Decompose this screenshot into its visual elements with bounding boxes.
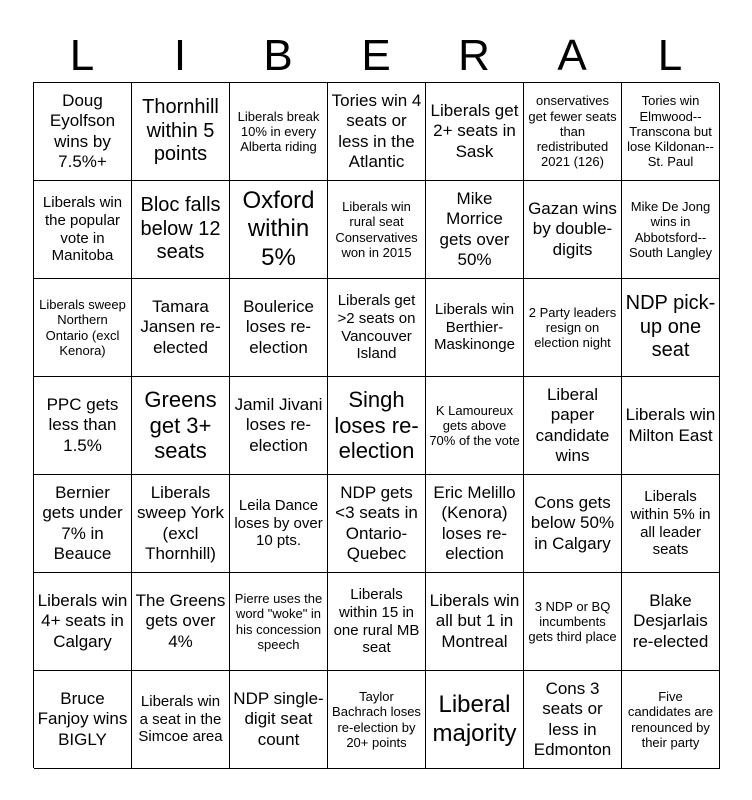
bingo-cell[interactable]: Boulerice loses re-election	[230, 279, 328, 377]
bingo-cell[interactable]: Eric Melillo (Kenora) loses re-election	[426, 475, 524, 573]
bingo-cell[interactable]: NDP pick-up one seat	[622, 279, 720, 377]
bingo-cell[interactable]: Cons 3 seats or less in Edmonton	[524, 671, 622, 769]
bingo-cell[interactable]: Mike De Jong wins in Abbotsford--South Langley	[622, 181, 720, 279]
title-letter-3: B	[263, 31, 293, 80]
bingo-cell[interactable]: Liberals win a seat in the Simcoe area	[132, 671, 230, 769]
bingo-cell[interactable]: Blake Desjarlais re-elected	[622, 573, 720, 671]
bingo-cell[interactable]: Taylor Bachrach loses re-election by 20+ points	[328, 671, 426, 769]
title-letter-4: E	[361, 31, 391, 80]
bingo-cell[interactable]: Liberals win Berthier-Maskinonge	[426, 279, 524, 377]
bingo-cell[interactable]: Singh loses re-election	[328, 377, 426, 475]
bingo-board	[33, 82, 719, 768]
bingo-cell[interactable]: Gazan wins by double-digits	[524, 181, 622, 279]
bingo-cell[interactable]: NDP gets <3 seats in Ontario-Quebec	[328, 475, 426, 573]
bingo-cell[interactable]: Liberals within 15 in one rural MB seat	[328, 573, 426, 671]
bingo-cell[interactable]: Liberals within 5% in all leader seats	[622, 475, 720, 573]
bingo-cell[interactable]: Tamara Jansen re-elected	[132, 279, 230, 377]
bingo-cell[interactable]: Thornhill within 5 points	[132, 83, 230, 181]
bingo-cell[interactable]: Liberals sweep Northern Ontario (excl Kenora)	[34, 279, 132, 377]
bingo-cell[interactable]: Pierre uses the word "woke" in his concession speech	[230, 573, 328, 671]
bingo-cell[interactable]: Liberals get >2 seats on Vancouver Island	[328, 279, 426, 377]
title-letter-7: L	[657, 31, 683, 80]
bingo-cell[interactable]: NDP single-digit seat count	[230, 671, 328, 769]
bingo-cell[interactable]: Liberals break 10% in every Alberta riding	[230, 83, 328, 181]
title-letter-6: A	[557, 31, 587, 80]
bingo-title	[33, 30, 719, 82]
bingo-cell[interactable]: Bruce Fanjoy wins BIGLY	[34, 671, 132, 769]
bingo-cell[interactable]: Liberals sweep York (excl Thornhill)	[132, 475, 230, 573]
bingo-cell[interactable]: Bloc falls below 12 seats	[132, 181, 230, 279]
title-letter-2: I	[173, 31, 187, 80]
bingo-cell[interactable]: Liberals get 2+ seats in Sask	[426, 83, 524, 181]
bingo-cell[interactable]: Liberals win the popular vote in Manitoba	[34, 181, 132, 279]
bingo-cell[interactable]: Liberals win 4+ seats in Calgary	[34, 573, 132, 671]
bingo-cell[interactable]: Tories win Elmwood--Transcona but lose Kildonan--St. Paul	[622, 83, 720, 181]
bingo-cell[interactable]: Five candidates are renounced by their party	[622, 671, 720, 769]
bingo-cell[interactable]: K Lamoureux gets above 70% of the vote	[426, 377, 524, 475]
bingo-cell[interactable]: Liberal paper candidate wins	[524, 377, 622, 475]
bingo-cell[interactable]: Liberals win all but 1 in Montreal	[426, 573, 524, 671]
bingo-cell[interactable]: Tories win 4 seats or less in the Atlantic	[328, 83, 426, 181]
bingo-cell[interactable]: Liberal majority	[426, 671, 524, 769]
title-letter-5: R	[458, 31, 490, 80]
bingo-cell[interactable]: 2 Party leaders resign on election night	[524, 279, 622, 377]
bingo-cell[interactable]: Bernier gets under 7% in Beauce	[34, 475, 132, 573]
bingo-cell[interactable]: Liberals win Milton East	[622, 377, 720, 475]
bingo-cell[interactable]: onservatives get fewer seats than redistributed 2021 (126)	[524, 83, 622, 181]
title-letter-1: L	[69, 31, 95, 80]
bingo-cell[interactable]: Doug Eyolfson wins by 7.5%+	[34, 83, 132, 181]
bingo-cell[interactable]: Mike Morrice gets over 50%	[426, 181, 524, 279]
bingo-cell[interactable]: Liberals win rural seat Conservatives won in 2015	[328, 181, 426, 279]
bingo-cell[interactable]: PPC gets less than 1.5%	[34, 377, 132, 475]
bingo-cell[interactable]: Jamil Jivani loses re-election	[230, 377, 328, 475]
bingo-cell[interactable]: 3 NDP or BQ incumbents gets third place	[524, 573, 622, 671]
bingo-cell[interactable]: Cons gets below 50% in Calgary	[524, 475, 622, 573]
bingo-cell[interactable]: Oxford within 5%	[230, 181, 328, 279]
bingo-cell[interactable]: Leila Dance loses by over 10 pts.	[230, 475, 328, 573]
bingo-cell[interactable]: The Greens gets over 4%	[132, 573, 230, 671]
bingo-cell[interactable]: Greens get 3+ seats	[132, 377, 230, 475]
